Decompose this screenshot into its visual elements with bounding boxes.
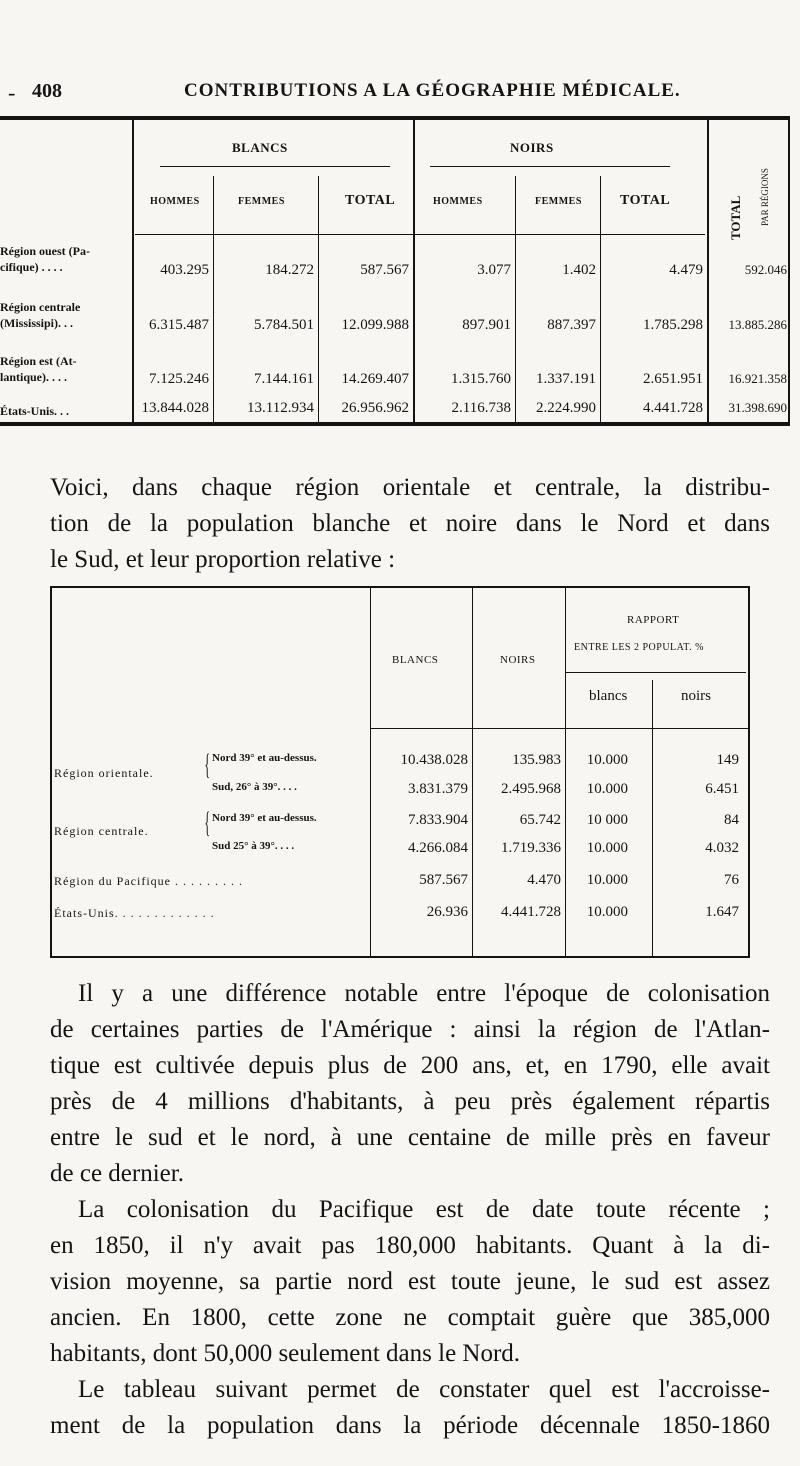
brace-icon: { bbox=[204, 806, 211, 839]
table1-cell: 12.099.988 bbox=[341, 317, 409, 333]
table1-col-header: TOTAL bbox=[620, 193, 671, 208]
table1-cell: 887.397 bbox=[547, 317, 596, 333]
table2-header-sub-noirs: noirs bbox=[681, 688, 711, 704]
table2-cell: 6.451 bbox=[705, 781, 739, 797]
table1-noirs-underline bbox=[430, 166, 670, 167]
table2-header-blancs: BLANCS bbox=[392, 654, 439, 666]
table2-cell: 4.032 bbox=[705, 840, 739, 856]
table2-cell: 149 bbox=[716, 752, 739, 768]
table1-cell: 897.901 bbox=[462, 317, 511, 333]
table1-blancs-underline bbox=[160, 166, 390, 167]
table1-cell: 31.398.690 bbox=[728, 400, 787, 415]
table2-row-label: États-Unis. . . . . . . . . . . . . bbox=[54, 906, 215, 920]
table2-cell: 10.000 bbox=[586, 840, 628, 856]
text-line: entre le sud et le nord, à une centaine de mille près en faveur bbox=[50, 1124, 770, 1151]
table1-cell: 26.956.962 bbox=[341, 400, 409, 416]
table2-cell: 135.983 bbox=[512, 752, 561, 768]
table2-cell: 4.441.728 bbox=[501, 904, 561, 920]
text-line: près de 4 millions d'habitants, à peu près également répartis bbox=[50, 1088, 770, 1115]
text-line: tion de la population blanche et noire dans le Nord et dans bbox=[50, 510, 770, 537]
table2-sublabel: Nord 39° et au-dessus. bbox=[212, 812, 317, 824]
paragraph-intro bbox=[50, 470, 770, 578]
table2-cell: 26.936 bbox=[426, 904, 468, 920]
table2-cell: 4.266.084 bbox=[408, 840, 468, 856]
table1-cell: 1.785.298 bbox=[643, 317, 703, 333]
table2-cell: 10.000 bbox=[586, 781, 628, 797]
table1-cell: 184.272 bbox=[265, 262, 314, 278]
table1-cell: 4.441.728 bbox=[643, 400, 703, 416]
text-line: de certaines parties de l'Amérique : ainsi la région de l'Atlan- bbox=[50, 1016, 770, 1043]
table1-cell: 13.844.028 bbox=[141, 400, 209, 416]
table2-header-sub-blancs: blancs bbox=[589, 688, 628, 704]
table1-par-regions: PAR RÉGIONS bbox=[760, 168, 770, 226]
table1-cell: 7.125.246 bbox=[149, 371, 209, 387]
table1-cell: 5.784.501 bbox=[254, 317, 314, 333]
population-table-north-south bbox=[50, 586, 750, 958]
table1-cell: 16.921.358 bbox=[728, 371, 787, 386]
table1-total-vertical-cell bbox=[708, 180, 748, 240]
table2-header-noirs: NOIRS bbox=[500, 654, 536, 666]
text-line: tique est cultivée depuis plus de 200 ans, et, en 1790, elle avait bbox=[50, 1052, 770, 1079]
text-line: vision moyenne, sa partie nord est toute jeune, le sud est assez bbox=[50, 1268, 770, 1295]
paragraph-accroissement bbox=[50, 1372, 770, 1444]
table2-cell: 10.000 bbox=[586, 904, 628, 920]
table1-col-header: HOMMES bbox=[150, 196, 200, 207]
table2-sublabel: Nord 39° et au-dessus. bbox=[212, 752, 317, 764]
table2-cell: 3.831.379 bbox=[408, 781, 468, 797]
text-line: ment de la population dans la période décennale 1850-1860 bbox=[50, 1412, 770, 1439]
table1-col-header: TOTAL bbox=[345, 193, 396, 208]
table2-cell: 10.000 bbox=[586, 752, 628, 768]
table1-header-rule bbox=[135, 234, 705, 235]
table2-vline bbox=[565, 588, 566, 956]
text-line: Il y a une différence notable entre l'époque de colonisation bbox=[78, 980, 770, 1007]
table2-header-entre: ENTRE LES 2 POPULAT. % bbox=[574, 642, 704, 653]
table1-cell: 1.315.760 bbox=[451, 371, 511, 387]
table1-group-blancs: BLANCS bbox=[232, 140, 288, 155]
paragraph-pacifique bbox=[50, 1192, 770, 1372]
table2-sublabel: Sud 25° à 39°. . . . bbox=[212, 840, 295, 852]
table2-vline bbox=[370, 588, 371, 956]
text-line: Voici, dans chaque région orientale et centrale, la distribu- bbox=[50, 474, 770, 501]
table1-row-label: Région ouest (Pa- bbox=[0, 244, 90, 258]
table2-header-rapport: RAPPORT bbox=[627, 614, 680, 626]
table1-col-header: HOMMES bbox=[433, 196, 483, 207]
table2-sublabel: Sud, 26° à 39°. . . . bbox=[212, 781, 297, 793]
table1-row-label: Région est (At- bbox=[0, 354, 77, 368]
table1-cell: 587.567 bbox=[360, 262, 409, 278]
text-line: ancien. En 1800, cette zone ne comptait guère que 385,000 bbox=[50, 1304, 770, 1331]
table1-cell: 403.295 bbox=[160, 262, 209, 278]
table2-row-label: Région du Pacifique . . . . . . . . . bbox=[54, 874, 243, 888]
table2-cell: 2.495.968 bbox=[501, 781, 561, 797]
table1-cell: 13.112.934 bbox=[247, 400, 314, 416]
table1-top-rule bbox=[0, 116, 790, 120]
running-title: CONTRIBUTIONS A LA GÉOGRAPHIE MÉDICALE. bbox=[184, 80, 681, 101]
table1-cell: 592.046 bbox=[744, 262, 787, 277]
brace-icon: { bbox=[204, 748, 211, 781]
table2-cell: 84 bbox=[724, 812, 739, 828]
table2-cell: 1.719.336 bbox=[501, 840, 561, 856]
table1-cell: 2.116.738 bbox=[451, 400, 511, 416]
table1-cell: 14.269.407 bbox=[341, 371, 409, 387]
table1-cell: 2.224.990 bbox=[536, 400, 596, 416]
table2-cell: 10 000 bbox=[586, 812, 628, 828]
table1-col-header: FEMMES bbox=[535, 196, 582, 207]
table1-row-label: États-Unis. . . bbox=[0, 404, 70, 418]
table2-cell: 1.647 bbox=[705, 904, 739, 920]
table2-cell: 65.742 bbox=[519, 812, 561, 828]
table1-cell: 4.479 bbox=[669, 262, 703, 278]
paragraph-colonisation bbox=[50, 976, 770, 1192]
table1-cell: 3.077 bbox=[477, 262, 511, 278]
population-table-regions bbox=[0, 116, 800, 426]
table2-cell: 10.438.028 bbox=[400, 752, 468, 768]
table2-cell: 7.833.904 bbox=[408, 812, 468, 828]
table1-cell: 6.315.487 bbox=[149, 317, 209, 333]
table1-total-vertical: TOTAL bbox=[728, 195, 743, 240]
table1-bottom-rule bbox=[0, 422, 790, 426]
table2-cell: 76 bbox=[724, 872, 739, 888]
text-line: La colonisation du Pacifique est de date toute récente ; bbox=[78, 1196, 770, 1223]
text-line: habitants, dont 50,000 seulement dans le Nord. bbox=[50, 1340, 521, 1367]
table1-row-label: Région centrale bbox=[0, 300, 81, 314]
table1-row-label: lantique). . . . bbox=[0, 370, 68, 384]
table1-cell: 1.337.191 bbox=[536, 371, 596, 387]
text-line: de ce dernier. bbox=[50, 1160, 184, 1187]
table2-header-rule bbox=[370, 728, 750, 729]
text-line: le Sud, et leur proportion relative : bbox=[50, 546, 396, 573]
table1-cell: 1.402 bbox=[562, 262, 596, 278]
page-number: 408 bbox=[32, 80, 62, 102]
table1-row-label: cifique) . . . . bbox=[0, 260, 63, 274]
table1-par-regions-cell bbox=[750, 126, 790, 236]
table1-col-header: FEMMES bbox=[238, 196, 285, 207]
table2-cell: 10.000 bbox=[586, 872, 628, 888]
table1-cell: 13.885.286 bbox=[728, 317, 787, 332]
text-line: Le tableau suivant permet de constater quel est l'accroisse- bbox=[78, 1376, 770, 1403]
header-dash: - bbox=[8, 80, 16, 105]
region-orientale-label: Région orientale. bbox=[54, 766, 154, 780]
region-centrale-label: Région centrale. bbox=[54, 824, 149, 838]
table1-row-label: (Mississipi). . . bbox=[0, 316, 74, 330]
running-header bbox=[0, 72, 800, 112]
table1-cell: 7.144.161 bbox=[254, 371, 314, 387]
table2-cell: 4.470 bbox=[527, 872, 561, 888]
table2-rapport-underline bbox=[566, 672, 746, 673]
table2-vline bbox=[472, 588, 473, 956]
table1-cell: 2.651.951 bbox=[643, 371, 703, 387]
table1-group-noirs: NOIRS bbox=[510, 140, 554, 155]
text-line: en 1850, il n'y avait pas 180,000 habitants. Quant à la di- bbox=[50, 1232, 770, 1259]
table2-cell: 587.567 bbox=[419, 872, 468, 888]
